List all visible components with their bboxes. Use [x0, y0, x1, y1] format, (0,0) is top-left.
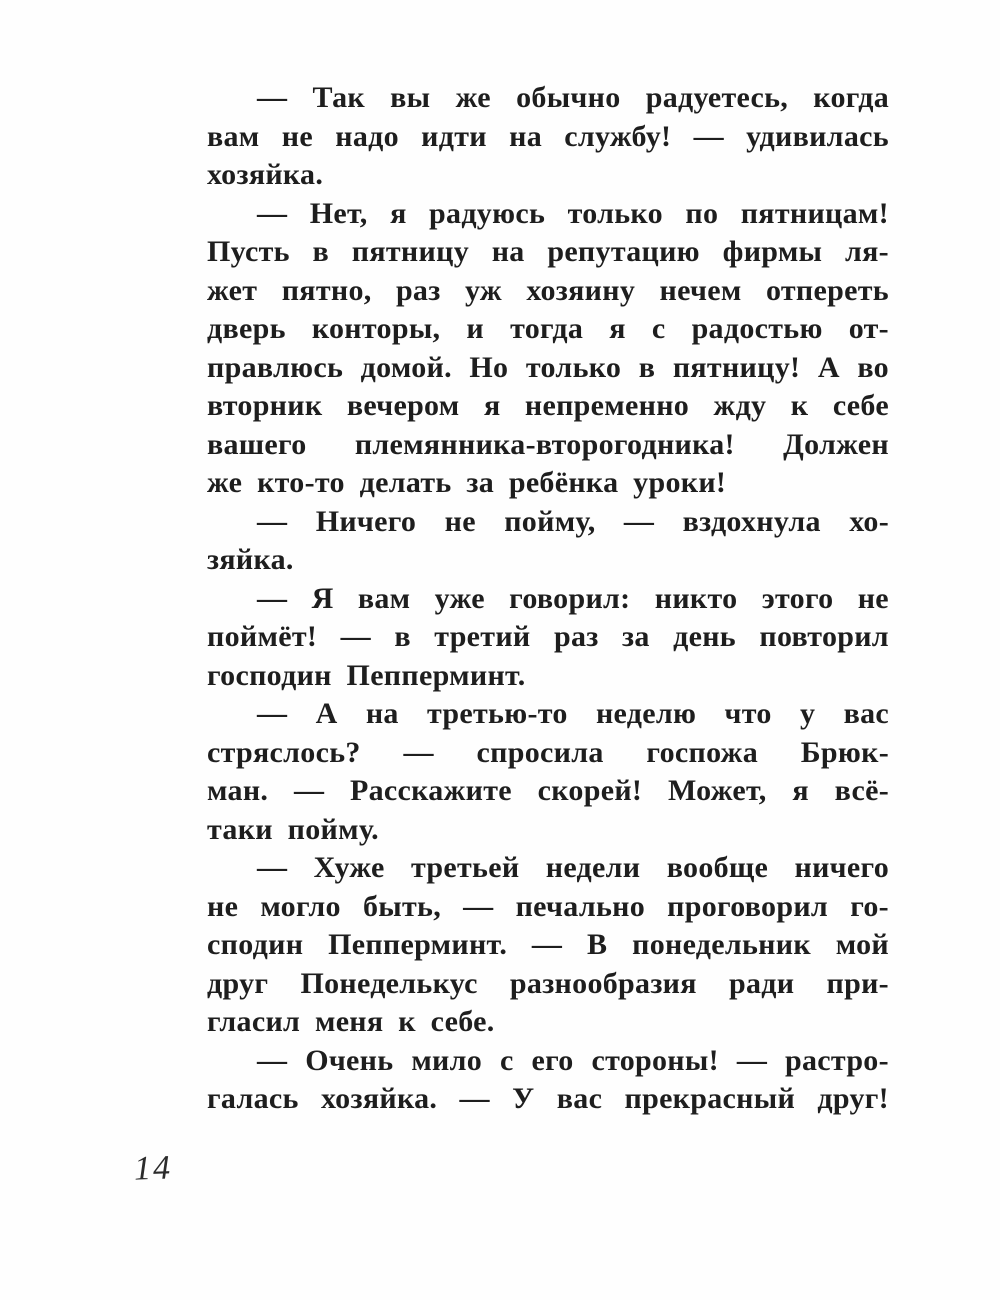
text-line: сподин Пепперминт. — В понедельник мой: [207, 928, 889, 961]
text-line: гласил меня к себе.: [207, 1005, 495, 1038]
text-line: вашего племянника-второгодника! Должен: [207, 427, 889, 461]
text-line: стряслось? — спросила госпожа Брюк-: [207, 735, 889, 769]
text-line: галась хозяйка. — У вас прекрасный друг!: [207, 1082, 889, 1115]
text-line: — Очень мило с его стороны! — растро-: [257, 1043, 889, 1077]
text-line: же кто-то делать за ребёнка уроки!: [207, 466, 727, 499]
text-line: дверь конторы, и тогда я с радостью от-: [207, 312, 889, 345]
text-line: вторник вечером я непременно жду к себе: [207, 389, 889, 422]
text-line: господин Пепперминт.: [207, 658, 526, 692]
text-line: вам не надо идти на службу! — удивилась: [207, 119, 889, 153]
text-line: — Ничего не пойму, — вздохнула хо-: [257, 504, 889, 538]
text-line: Пусть в пятницу на репутацию фирмы ля-: [207, 235, 889, 268]
text-line: — Я вам уже говорил: никто этого не: [257, 581, 889, 615]
page-number: 14: [133, 1149, 173, 1188]
text-line: зяйка.: [207, 543, 294, 576]
text-line: ман. — Расскажите скорей! Может, я всё-: [207, 774, 889, 807]
text-line: не могло быть, — печально проговорил го-: [207, 889, 889, 923]
text-line: — Хуже третьей недели вообще ничего: [257, 851, 889, 884]
text-line: друг Понеделькус разнообразия ради при-: [207, 966, 889, 1000]
text-line: — А на третью-то неделю что у вас: [257, 697, 889, 730]
text-line: поймёт! — в третий раз за день повторил: [207, 620, 889, 653]
text-line: — Так вы же обычно радуетесь, когда: [257, 81, 889, 114]
text-line: правлюсь домой. Но только в пятницу! А во: [207, 350, 889, 384]
text-block: [207, 79, 889, 1119]
text-line: жет пятно, раз уж хозяину нечем отпереть: [207, 273, 889, 307]
text-line: таки пойму.: [207, 812, 379, 846]
text-line: — Нет, я радуюсь только по пятницам!: [257, 196, 889, 230]
text-line: хозяйка.: [207, 158, 324, 191]
